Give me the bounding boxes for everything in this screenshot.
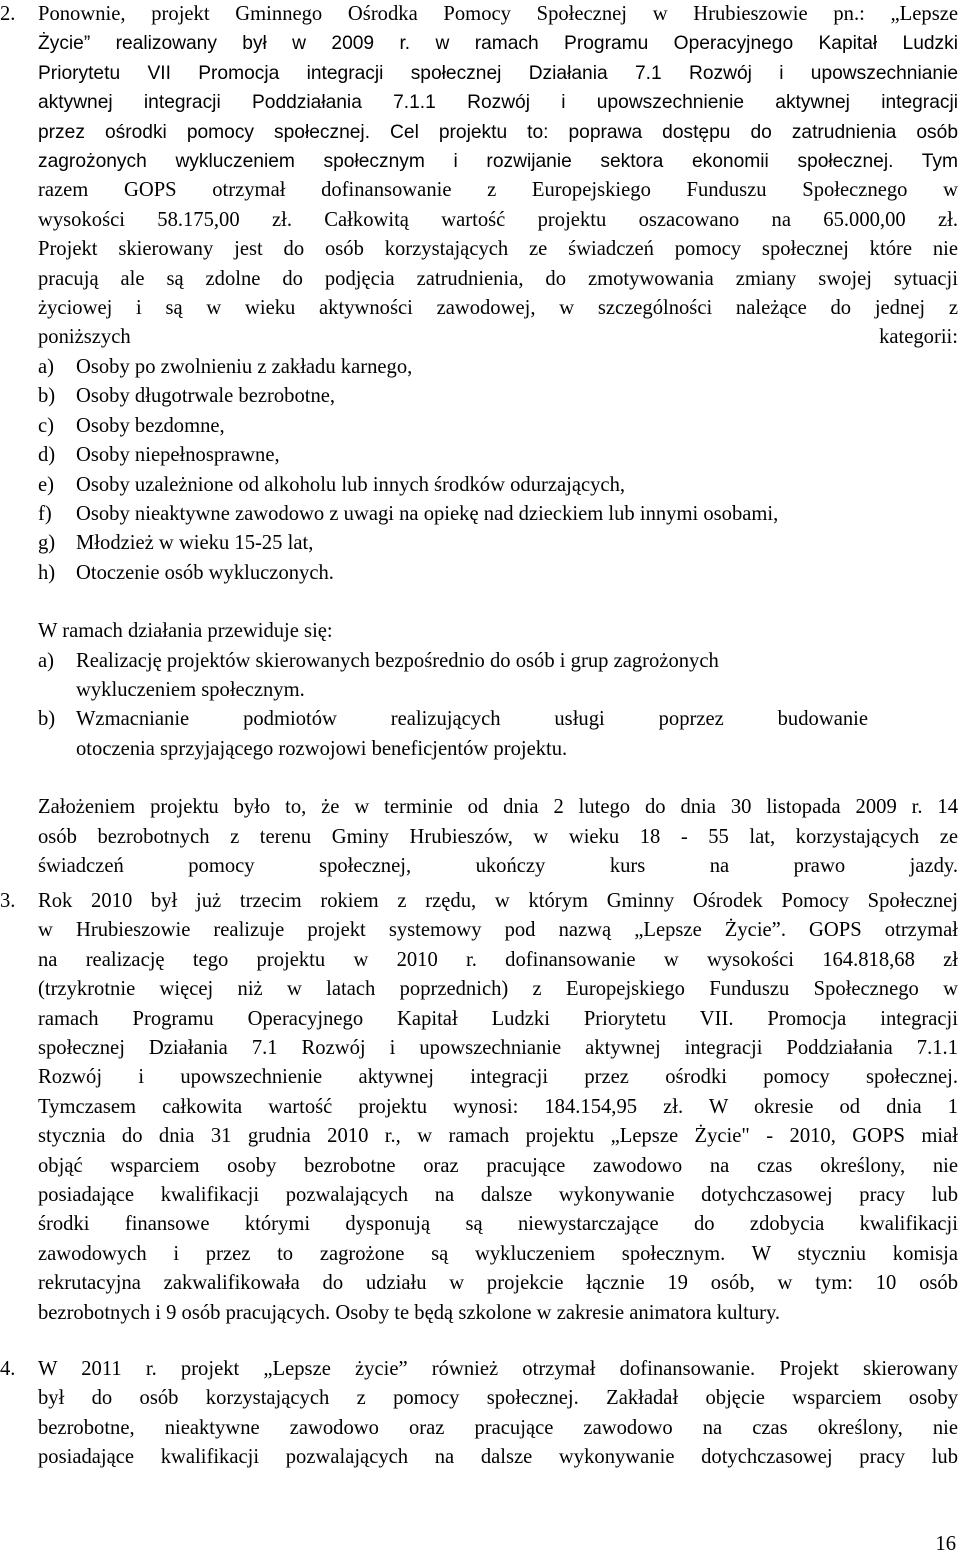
category-text: Osoby uzależnione od alkoholu lub innych środków odurzających, (76, 473, 626, 496)
action-marker: b) (38, 708, 56, 731)
category-item (38, 500, 958, 529)
paragraph-line: życiowej i są w wieku aktywności zawodowej, w szczególności należące do jednej z (38, 297, 958, 320)
paragraph-line: W 2011 r. projekt „Lepsze życie” również otrzymał dofinansowanie. Projekt skierowany (38, 1358, 958, 1380)
paragraph-line: posiadające kwalifikacji pozwalających na dalsze wykonywanie dotychczasowej pracy lub (38, 1446, 958, 1469)
list-number: 3. (0, 890, 16, 912)
paragraph-line: Rok 2010 był już trzecim rokiem z rzędu, w którym Gminny Ośrodek Pomocy Społecznej (38, 890, 958, 912)
paragraph-line: (trzykrotnie więcej niż w latach poprzednich) z Europejskiego Funduszu Społecznego w (38, 978, 958, 1001)
paragraph-line: był do osób korzystających z pomocy społecznej. Zakładał objęcie wsparciem osoby (38, 1387, 958, 1410)
category-item (38, 382, 958, 411)
action-text-line: Realizację projektów skierowanych bezpośrednio do osób i grup zagrożonych (76, 649, 719, 672)
target-group-paragraph (38, 235, 958, 353)
category-marker: d) (38, 444, 56, 467)
paragraph-line: społecznej Działania 7.1 Rozwój i upowszechnianie aktywnej integracji Poddziałania 7.1.1 (38, 1037, 958, 1060)
category-marker: e) (38, 473, 54, 496)
category-text: Osoby po zwolnieniu z zakładu karnego, (76, 355, 413, 378)
paragraph-line: na realizację tego projektu w 2010 r. dofinansowanie w wysokości 164.818,68 zł (38, 948, 958, 971)
category-text: Osoby nieaktywne zawodowo z uwagi na opiekę nad dzieckiem lub innymi osobami, (76, 502, 779, 525)
category-text: Młodzież w wieku 15-25 lat, (76, 532, 314, 555)
list-item-body (38, 887, 958, 1328)
action-item (38, 705, 868, 764)
paragraph-line: osób bezrobotnych z terenu Gminy Hrubieszów, w wieku 18 - 55 lat, korzystających ze (38, 825, 958, 848)
paragraph-line: zagrożonych wykluczeniem społecznym i rozwijanie sektora ekonomii społecznej. Tym (38, 151, 958, 173)
category-text: Osoby długotrwale bezrobotne, (76, 385, 336, 408)
action-text-line: otoczenia sprzyjającego rozwojowi beneficjentów projektu. (76, 737, 568, 760)
action-text-line: Wzmacnianie podmiotów realizujących usługi poprzez budowanie (76, 708, 868, 731)
paragraph-line: Tymczasem całkowita wartość projektu wynosi: 184.154,95 zł. W okresie od dnia 1 (38, 1095, 958, 1118)
category-marker: a) (38, 355, 54, 378)
paragraph-line: Projekt skierowany jest do osób korzystających ze świadczeń pomocy społecznej które nie (38, 238, 958, 261)
list-item-3 (0, 887, 960, 1328)
category-marker: c) (38, 414, 54, 437)
list-item-body (38, 1355, 958, 1473)
list-number: 4. (0, 1358, 16, 1380)
paragraph-line: aktywnej integracji Poddziałania 7.1.1 Rozwój i upowszechnienie aktywnej integracji (38, 92, 958, 114)
paragraph-line: w Hrubieszowie realizuje projekt systemowy pod nazwą „Lepsze Życie”. GOPS otrzymał (38, 919, 958, 942)
category-item (38, 559, 958, 588)
paragraph-line: rekrutacyjna zakwalifikowała do udziału w projekcie łącznie 19 osób, w tym: 10 osób (38, 1272, 958, 1295)
paragraph-line: środki finansowe którymi dysponują są niewystarczające do zdobycia kwalifikacji (38, 1213, 958, 1236)
action-item (38, 647, 906, 706)
paragraph-line: posiadające kwalifikacji pozwalających na dalsze wykonywanie dotychczasowej pracy lub (38, 1184, 958, 1207)
paragraph-line: poniższych kategorii: (38, 326, 958, 349)
category-item (38, 441, 958, 470)
assumption-paragraph (38, 793, 958, 881)
page-number: 16 (935, 1533, 956, 1555)
category-text: Osoby niepełnosprawne, (76, 444, 280, 467)
list-item-4 (0, 1355, 960, 1473)
category-marker: h) (38, 561, 56, 584)
category-marker: f) (38, 502, 52, 525)
paragraph-line: zawodowych i przez to zagrożone są wykluczeniem społecznym. W styczniu komisja (38, 1242, 958, 1265)
paragraph-line: Założeniem projektu było to, że w terminie od dnia 2 lutego do dnia 30 listopada 2009 r. 14 (38, 796, 958, 819)
paragraph-line: razem GOPS otrzymał dofinansowanie z Europejskiego Funduszu Społecznego w (38, 179, 958, 202)
paragraph-line: stycznia do dnia 31 grudnia 2010 r., w ramach projektu „Lepsze Życie" - 2010, GOPS miał (38, 1125, 958, 1148)
paragraph-line: bezrobotnych i 9 osób pracujących. Osoby te będą szkolone w zakresie animatora kultury. (38, 1301, 781, 1324)
category-text: Otoczenie osób wykluczonych. (76, 561, 334, 584)
category-marker: b) (38, 385, 56, 408)
paragraph-line: Ponownie, projekt Gminnego Ośrodka Pomocy Społecznej w Hrubieszowie pn.: „Lepsze (38, 3, 958, 25)
actions-heading: W ramach działania przewiduje się: (38, 620, 333, 643)
paragraph-line: objąć wsparciem osoby bezrobotne oraz pracujące zawodowo na czas określony, nie (38, 1154, 958, 1177)
action-text-line: wykluczeniem społecznym. (76, 678, 305, 701)
action-marker: a) (38, 649, 54, 672)
paragraph-line: pracują ale są zdolne do podjęcia zatrudnienia, do zmotywowania zmiany swojej sytuacji (38, 267, 958, 290)
category-item (38, 471, 958, 500)
project-intro-paragraph (38, 0, 958, 235)
category-item (38, 412, 958, 441)
paragraph-line: przez ośrodki pomocy społecznej. Cel projektu to: poprawa dostępu do zatrudnienia osób (38, 121, 958, 143)
category-item (38, 353, 958, 382)
paragraph-line: wysokości 58.175,00 zł. Całkowitą wartość projektu oszacowano na 65.000,00 zł. (38, 208, 958, 231)
paragraph-line: świadczeń pomocy społecznej, ukończy kurs na prawo jazdy. (38, 854, 958, 877)
paragraph-line: Priorytetu VII Promocja integracji społecznej Działania 7.1 Rozwój i upowszechnianie (38, 62, 958, 84)
category-list (38, 353, 958, 588)
actions-list (38, 647, 958, 765)
list-item-body (38, 0, 958, 881)
category-marker: g) (38, 532, 56, 555)
paragraph-line: Życie” realizowany był w 2009 r. w ramach Programu Operacyjnego Kapitał Ludzki (38, 33, 958, 55)
paragraph-line: Rozwój i upowszechnienie aktywnej integracji przez ośrodki pomocy społecznej. (38, 1066, 958, 1089)
paragraph-line: ramach Programu Operacyjnego Kapitał Ludzki Priorytetu VII. Promocja integracji (38, 1007, 958, 1030)
category-text: Osoby bezdomne, (76, 414, 225, 437)
paragraph-line: bezrobotne, nieaktywne zawodowo oraz pracujące zawodowo na czas określony, nie (38, 1416, 958, 1439)
list-number: 2. (0, 3, 16, 25)
category-item (38, 529, 958, 558)
